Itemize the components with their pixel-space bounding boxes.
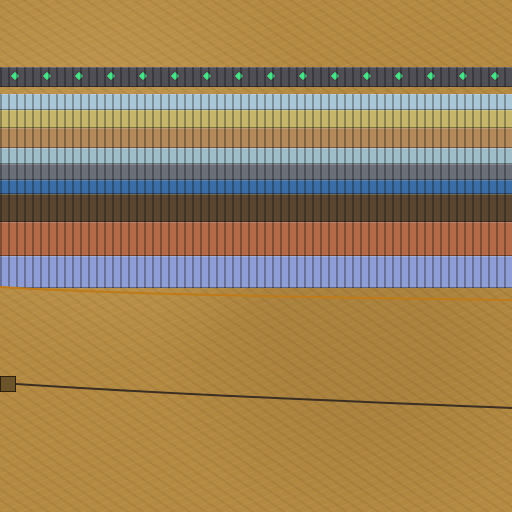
belt-marker-icon xyxy=(363,72,371,80)
belt-marker-icon xyxy=(139,72,147,80)
belt-marker-icon xyxy=(299,72,307,80)
orange-wire xyxy=(0,287,512,300)
conveyor-belt-9[interactable] xyxy=(0,222,512,256)
belt-marker-icon xyxy=(11,72,19,80)
belt-marker-icon xyxy=(203,72,211,80)
belt-marker-icon xyxy=(43,72,51,80)
belt-marker-icon xyxy=(235,72,243,80)
belt-marker-icon xyxy=(267,72,275,80)
power-wire xyxy=(16,384,512,408)
conveyor-belt-1[interactable] xyxy=(0,67,512,87)
belt-marker-icon xyxy=(427,72,435,80)
conveyor-belt-6[interactable] xyxy=(0,164,512,180)
conveyor-belt-10[interactable] xyxy=(0,256,512,288)
conveyor-belt-3[interactable] xyxy=(0,110,512,128)
conveyor-belt-4[interactable] xyxy=(0,128,512,148)
conveyor-belt-2[interactable] xyxy=(0,94,512,110)
conveyor-belt-7[interactable] xyxy=(0,180,512,194)
power-pole[interactable] xyxy=(0,376,16,392)
conveyor-belt-5[interactable] xyxy=(0,148,512,164)
belt-marker-icon xyxy=(171,72,179,80)
belt-marker-icon xyxy=(75,72,83,80)
belt-marker-icon xyxy=(331,72,339,80)
belt-marker-icon xyxy=(491,72,499,80)
belt-marker-icon xyxy=(395,72,403,80)
belt-marker-icon xyxy=(107,72,115,80)
belt-marker-icon xyxy=(459,72,467,80)
conveyor-belt-8[interactable] xyxy=(0,194,512,222)
